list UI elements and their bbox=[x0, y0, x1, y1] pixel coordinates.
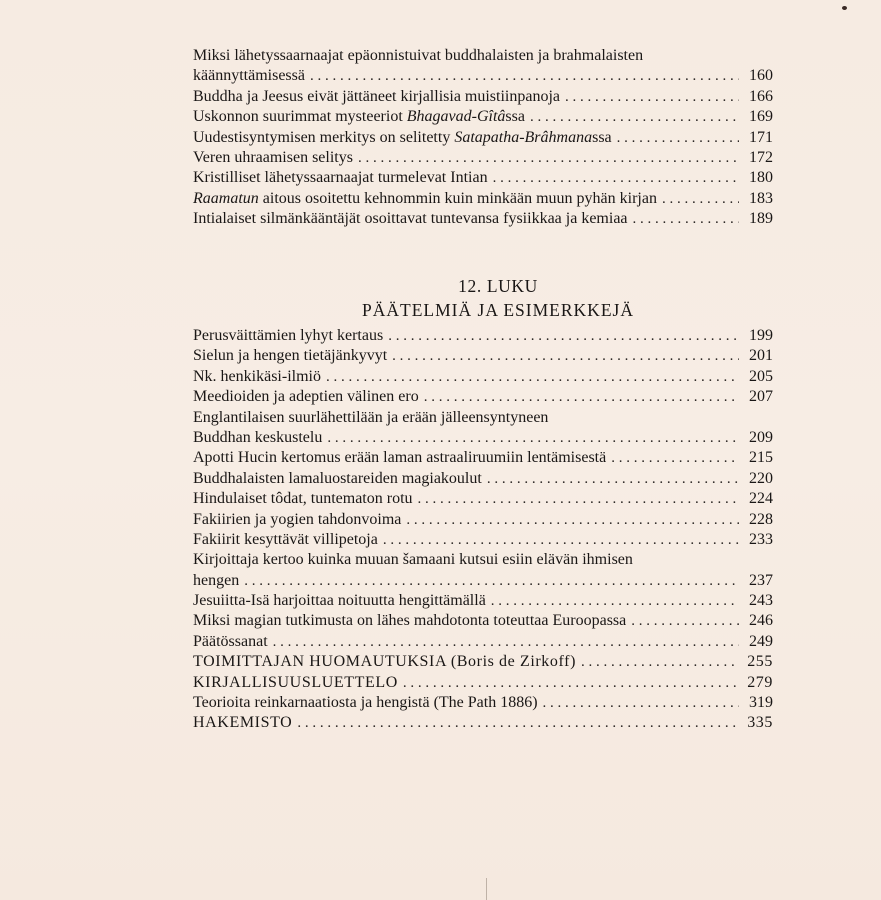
toc-entry-page: 255 bbox=[747, 653, 773, 671]
toc-entry-title: Veren uhraamisen selitys bbox=[193, 148, 353, 166]
toc-entry-page: 199 bbox=[749, 327, 773, 344]
dot-leader bbox=[383, 530, 739, 550]
toc-entry-title: Fakiirit kesyttävät villipetoja bbox=[193, 530, 378, 548]
toc-entry-page: 201 bbox=[749, 347, 773, 365]
toc-entry-page: 243 bbox=[749, 592, 773, 610]
chapter-title: PÄÄTELMIÄ JA ESIMERKKEJÄ bbox=[362, 300, 634, 320]
dot-leader bbox=[403, 673, 739, 693]
toc-entry-page: 335 bbox=[747, 714, 773, 732]
toc-entry-page: 180 bbox=[749, 169, 773, 187]
toc-entry[interactable] bbox=[193, 713, 773, 733]
toc-entry-title: Intialaiset silmänkääntäjät osoittavat tuntevansa fysiikkaa ja kemiaa bbox=[193, 210, 628, 228]
toc-entry-page: 237 bbox=[749, 571, 773, 589]
dot-leader bbox=[530, 107, 739, 127]
toc-entry-title: Buddhalaisten lamaluostareiden magiakoulut bbox=[193, 469, 482, 487]
toc-entry-title: Englantilaisen suurlähettilään ja erään jälleensyntyneen bbox=[193, 408, 549, 426]
dot-leader bbox=[543, 693, 739, 713]
dot-leader bbox=[244, 571, 739, 591]
toc-entry-title: Hindulaiset tôdat, tuntematon rotu bbox=[193, 490, 413, 508]
toc-entry[interactable] bbox=[193, 693, 773, 713]
toc-entry[interactable] bbox=[193, 367, 773, 387]
toc-entry-title: Miksi lähetyssaarnaajat epäonnistuivat buddhalaisten ja brahmalaisten bbox=[193, 47, 644, 64]
dot-leader bbox=[388, 326, 739, 346]
toc-entry[interactable] bbox=[193, 673, 773, 693]
toc-entry[interactable] bbox=[193, 611, 773, 631]
toc-section-1 bbox=[193, 46, 773, 230]
chapter-number: 12. LUKU bbox=[458, 276, 538, 296]
toc-entry-title: Fakiirien ja yogien tahdonvoima bbox=[193, 510, 402, 528]
toc-entry-page: 205 bbox=[749, 367, 773, 385]
dot-leader bbox=[581, 652, 739, 672]
toc-entry-title: Buddhan keskustelu bbox=[193, 428, 323, 446]
toc-entry-title: Teorioita reinkarnaatiosta ja hengistä (The Path 1886) bbox=[193, 694, 538, 712]
toc-entry-title: Meedioiden ja adeptien välinen ero bbox=[193, 388, 419, 406]
toc-entry-page: 183 bbox=[749, 189, 773, 207]
page-crease bbox=[486, 878, 487, 900]
toc-entry-title: Perusväittämien lyhyt kertaus bbox=[193, 327, 384, 344]
dot-leader bbox=[406, 510, 739, 530]
toc-entry-page: 246 bbox=[749, 612, 773, 630]
toc-entry-page: 228 bbox=[749, 510, 773, 528]
toc-entry-page: 279 bbox=[747, 673, 773, 691]
toc-entry-page: 233 bbox=[749, 530, 773, 548]
toc-entry-title: Kirjoittaja kertoo kuinka muuan šamaani kutsui esiin elävän ihmisen bbox=[193, 551, 633, 569]
toc-entry-page: 249 bbox=[749, 632, 773, 650]
toc-entry-wrap-line bbox=[193, 46, 773, 66]
toc-entry[interactable] bbox=[193, 510, 773, 530]
toc-entry[interactable] bbox=[193, 189, 773, 209]
toc-entry[interactable] bbox=[193, 652, 773, 672]
toc-entry-page: 215 bbox=[749, 449, 773, 467]
toc-entry[interactable] bbox=[193, 489, 773, 509]
toc-entry[interactable] bbox=[193, 148, 773, 168]
dot-leader bbox=[297, 713, 739, 733]
dot-leader bbox=[327, 428, 739, 448]
toc-entry[interactable] bbox=[193, 168, 773, 188]
toc-entry-title: Päätössanat bbox=[193, 632, 268, 650]
toc-entry-title: Apotti Hucin kertomus erään laman astraaliruumiin lentämisestä bbox=[193, 449, 607, 467]
toc-entry-page: 166 bbox=[749, 87, 773, 105]
toc-entry-page: 220 bbox=[749, 469, 773, 487]
toc-entry-wrap-line bbox=[193, 408, 773, 428]
dot-leader bbox=[662, 189, 739, 209]
toc-entry-title: HAKEMISTO bbox=[193, 714, 293, 732]
dot-leader bbox=[565, 87, 739, 107]
toc-entry-title: KIRJALLISUUSLUETTELO bbox=[193, 673, 398, 691]
ink-speck bbox=[842, 6, 847, 10]
dot-leader bbox=[273, 632, 739, 652]
toc-entry-page: 172 bbox=[749, 148, 773, 166]
toc-entry-title: Uskonnon suurimmat mysteeriot Bhagavad-Gîtâssa bbox=[193, 108, 525, 126]
toc-entry-title: Miksi magian tutkimusta on lähes mahdotonta toteuttaa Euroopassa bbox=[193, 612, 627, 630]
toc-entry-title: Buddha ja Jeesus eivät jättäneet kirjallisia muistiinpanoja bbox=[193, 87, 561, 105]
toc-entry-title: Kristilliset lähetyssaarnaajat turmelevat Intian bbox=[193, 169, 488, 187]
dot-leader bbox=[631, 611, 739, 631]
dot-leader bbox=[491, 591, 739, 611]
toc-entry[interactable] bbox=[193, 591, 773, 611]
toc-entry-page: 171 bbox=[749, 128, 773, 146]
toc-entry-page: 207 bbox=[749, 388, 773, 406]
dot-leader bbox=[617, 128, 739, 148]
toc-entry-page: 224 bbox=[749, 490, 773, 508]
toc-entry-title: käännyttämisessä bbox=[193, 67, 305, 85]
toc-entry-wrap-line bbox=[193, 550, 773, 570]
toc-entry-page: 169 bbox=[749, 108, 773, 126]
toc-entry-title: Sielun ja hengen tietäjänkyvyt bbox=[193, 347, 388, 365]
dot-leader bbox=[326, 367, 739, 387]
toc-entry-title: Nk. henkikäsi-ilmiö bbox=[193, 367, 321, 385]
toc-entry-page: 160 bbox=[749, 67, 773, 85]
toc-entry[interactable] bbox=[193, 530, 773, 550]
toc-entry[interactable] bbox=[193, 448, 773, 468]
dot-leader bbox=[310, 66, 739, 86]
toc-entry[interactable] bbox=[193, 128, 773, 148]
dot-leader bbox=[493, 168, 739, 188]
toc-entry[interactable] bbox=[193, 571, 773, 591]
toc-entry[interactable] bbox=[193, 428, 773, 448]
toc-entry-page: 319 bbox=[749, 694, 773, 712]
dot-leader bbox=[424, 387, 739, 407]
dot-leader bbox=[418, 489, 739, 509]
dot-leader bbox=[358, 148, 739, 168]
toc-entry-title: Uudestisyntymisen merkitys on selitetty Satapatha-Brâhmanassa bbox=[193, 128, 612, 146]
toc-entry-title: hengen bbox=[193, 571, 240, 589]
toc-entry[interactable] bbox=[193, 346, 773, 366]
toc-entry[interactable] bbox=[193, 387, 773, 407]
toc-entry-page: 209 bbox=[749, 428, 773, 446]
toc-entry[interactable] bbox=[193, 632, 773, 652]
toc-entry[interactable] bbox=[193, 469, 773, 489]
toc-entry[interactable] bbox=[193, 326, 773, 346]
toc-entry[interactable] bbox=[193, 66, 773, 86]
dot-leader bbox=[392, 346, 739, 366]
toc-section-2 bbox=[193, 326, 773, 734]
toc-entry-page: 189 bbox=[749, 210, 773, 228]
toc-entry[interactable] bbox=[193, 87, 773, 107]
toc-entry-title: Jesuiitta-Isä harjoittaa noituutta hengittämällä bbox=[193, 592, 486, 610]
toc-entry[interactable] bbox=[193, 107, 773, 127]
dot-leader bbox=[633, 209, 739, 229]
dot-leader bbox=[487, 469, 739, 489]
toc-entry[interactable] bbox=[193, 209, 773, 229]
toc-entry-title: TOIMITTAJAN HUOMAUTUKSIA (Boris de Zirkoff) bbox=[193, 653, 577, 671]
dot-leader bbox=[611, 448, 739, 468]
toc-entry-title: Raamatun aitous osoitettu kehnommin kuin minkään muun pyhän kirjan bbox=[193, 189, 657, 207]
